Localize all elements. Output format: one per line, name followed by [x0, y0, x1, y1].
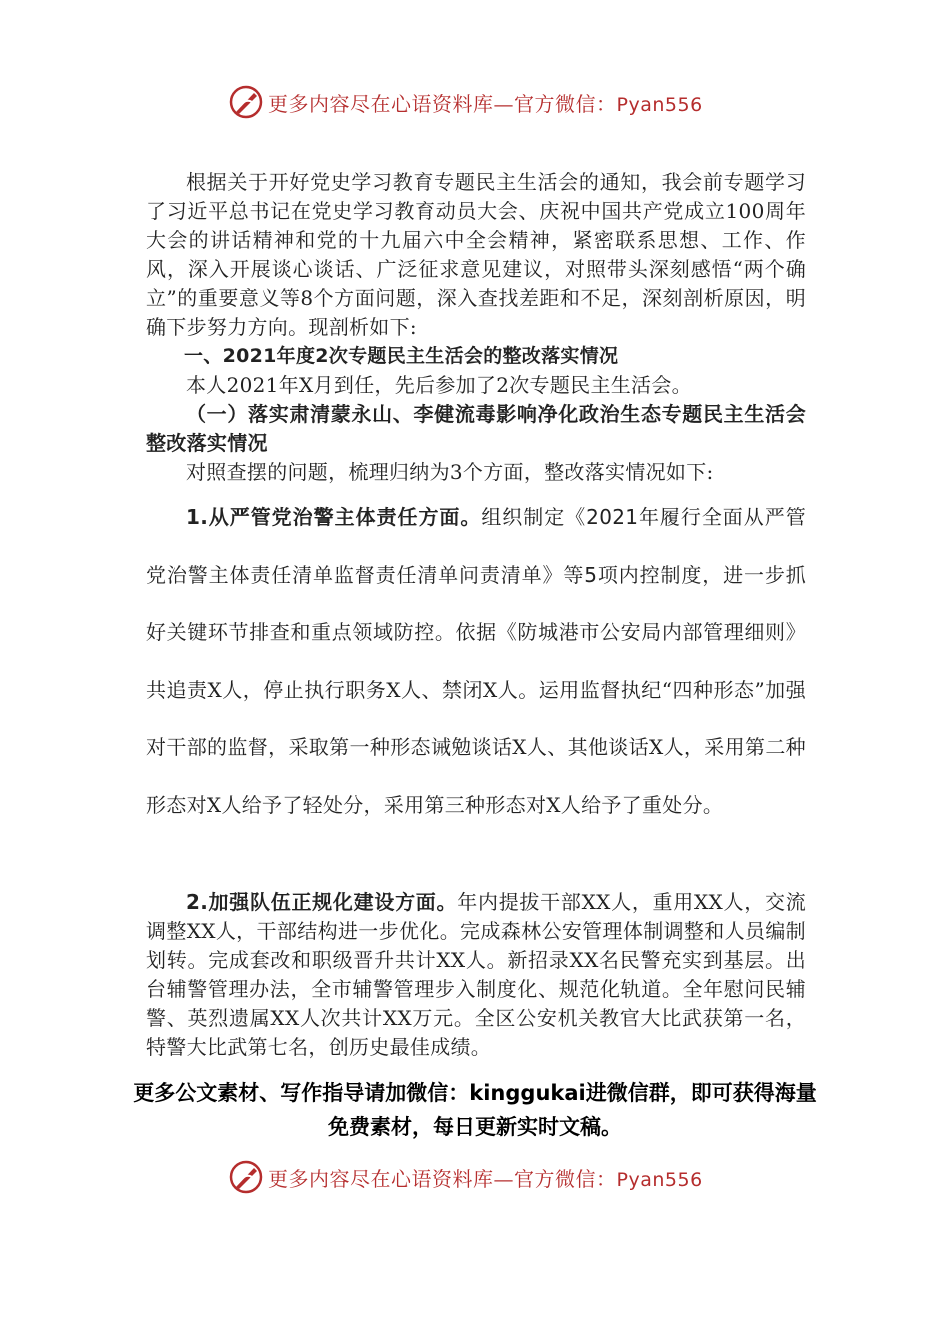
- heading-1: 一、2021年度2次专题民主生活会的整改落实情况: [184, 345, 619, 367]
- header-banner: [228, 82, 703, 122]
- footer-banner: [228, 1157, 703, 1197]
- banner-wechat-id: Pyan556: [616, 93, 703, 116]
- body-section-1: [146, 168, 806, 487]
- item-1-paragraph: [146, 489, 806, 834]
- item-2: [146, 888, 806, 1062]
- promo-text: 更多公文素材、写作指导请加微信：kinggukai进微信群，即可获得海量免费素材，每日更新实时文稿。: [133, 1081, 817, 1139]
- banner-text: 更多内容尽在心语资料库—官方微信：Pyan556: [268, 91, 703, 116]
- paragraph-1: 本人2021年X月到任，先后参加了2次专题民主生活会。: [186, 373, 692, 397]
- item-2-body: 年内提拔干部XX人，重用XX人，交流调整XX人，干部结构进一步优化。完成森林公安管理体制调整和人员编制划转。完成套改和职级晋升共计XX人。新招录XX名民警充实到基层。出台辅警管理办法，全市辅警管理步入制度化、规范化轨道。全年慰问民辅警、英烈遗属XX人次共计XX万元。全区公安机关教官大比武获第一名，特警大比武第七名，创历史最佳成绩。: [146, 890, 806, 1059]
- heading-2: （一）落实肃清蒙永山、李健流毒影响净化政治生态专题民主生活会整改落实情况: [146, 402, 806, 455]
- item-1-body-b: 依据《防城港市公安局内部管理细则》共追责X人，停止执行职务X人、禁闭X人。运用监督执纪“四种形态”加强对干部的监督，采取第一种形态诫勉谈话X人、其他谈话X人，采用第二种形态对X人给予了轻处分，采用第三种形态对X人给予了重处分。: [146, 620, 806, 817]
- pen-logo-icon: [228, 84, 264, 120]
- intro-paragraph: 根据关于开好党史学习教育专题民主生活会的通知，我会前专题学习了习近平总书记在党史学习教育动员大会、庆祝中国共产党成立100周年大会的讲话精神和党的十九届六中全会精神，紧密联系思想、工作、作风，深入开展谈心谈话、广泛征求意见建议，对照带头深刻感悟“两个确立”的重要意义等8个方面问题，深入查找差距和不足，深刻剖析原因，明确下步努力方向。现剖析如下:: [146, 170, 806, 339]
- banner-wechat-id: Pyan556: [616, 1168, 703, 1191]
- banner-text: 更多内容尽在心语资料库—官方微信：Pyan556: [268, 1166, 703, 1191]
- pen-logo-icon: [228, 1159, 264, 1195]
- item-2-paragraph: [146, 888, 806, 1062]
- item-1: [146, 489, 806, 834]
- item-1-lead: 1.从严管党治警主体责任方面。: [186, 505, 482, 529]
- item-2-lead: 2.加强队伍正规化建设方面。: [186, 890, 458, 914]
- paragraph-2: 对照查摆的问题，梳理归纳为3个方面，整改落实情况如下:: [186, 460, 714, 484]
- item-1-body-a: 组织制定《2021年履行全面从严管党治警主体责任清单监督责任清单问责清单》等5项内控制度，进一步抓好关键环节排查和重点领域防控。: [146, 505, 807, 644]
